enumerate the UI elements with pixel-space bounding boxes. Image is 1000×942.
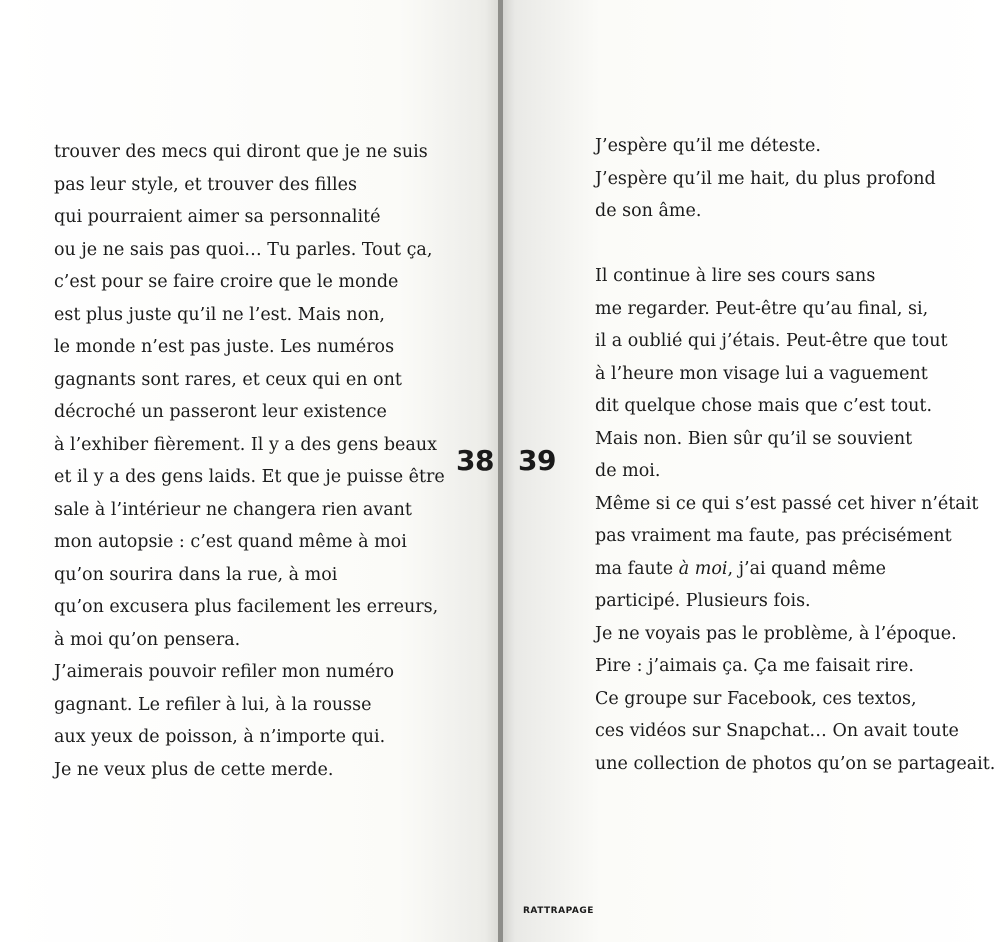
text-line: gagnants sont rares, et ceux qui en ont bbox=[54, 369, 402, 390]
text-line: qui pourraient aimer sa personnalité bbox=[54, 207, 381, 227]
text-line: le monde n’est pas juste. Les numéros bbox=[54, 337, 395, 357]
italic-emphasis: à moi bbox=[678, 558, 728, 579]
text-line: J’espère qu’il me déteste. bbox=[595, 136, 821, 156]
text-line: me regarder. Peut-être qu’au final, si, bbox=[595, 298, 929, 319]
text-line: à moi qu’on pensera. bbox=[54, 629, 241, 650]
text-line: J’aimerais pouvoir refiler mon numéro bbox=[54, 662, 395, 682]
text-line: gagnant. Le refiler à lui, à la rousse bbox=[54, 694, 372, 715]
text-line: de son âme. bbox=[595, 201, 702, 221]
blank-line bbox=[595, 228, 995, 261]
text-line: et il y a des gens laids. Et que je puisse être bbox=[54, 467, 445, 487]
text-line: à l’heure mon visage lui a vaguement bbox=[595, 363, 928, 384]
text-line: J’espère qu’il me hait, du plus profond bbox=[595, 168, 936, 189]
text-line: ces vidéos sur Snapchat… On avait toute bbox=[595, 721, 959, 741]
text-line: qu’on sourira dans la rue, à moi bbox=[54, 564, 338, 585]
text-line: Pire : j’aimais ça. Ça me faisait rire. bbox=[595, 656, 914, 676]
text-line: pas leur style, et trouver des filles bbox=[54, 174, 357, 195]
page-number-right: 39 bbox=[518, 444, 556, 477]
text-line: Je ne veux plus de cette merde. bbox=[54, 759, 334, 780]
text-line: Je ne voyais pas le problème, à l’époque. bbox=[595, 623, 957, 644]
text-line: sale à l’intérieur ne changera rien avant bbox=[54, 499, 412, 520]
text-line: Ce groupe sur Facebook, ces textos, bbox=[595, 688, 917, 709]
text-line: une collection de photos qu’on se partageait. bbox=[595, 753, 996, 774]
text-line: trouver des mecs qui diront que je ne suis bbox=[54, 142, 428, 162]
running-footer: RATTRAPAGE bbox=[523, 906, 594, 916]
text-line: à l’exhiber fièrement. Il y a des gens beaux bbox=[54, 434, 437, 455]
page-number-left: 38 bbox=[456, 444, 494, 477]
right-page-text bbox=[595, 130, 995, 780]
text-line: participé. Plusieurs fois. bbox=[595, 591, 811, 611]
text-line: Même si ce qui s’est passé cet hiver n’était bbox=[595, 493, 979, 514]
text-segment: , j’ai quand même bbox=[727, 558, 887, 579]
left-page-text bbox=[54, 136, 445, 786]
text-line: dit quelque chose mais que c’est tout. bbox=[595, 396, 933, 416]
text-line: de moi. bbox=[595, 461, 661, 481]
text-line: aux yeux de poisson, à n’importe qui. bbox=[54, 727, 386, 747]
text-line: est plus juste qu’il ne l’est. Mais non, bbox=[54, 304, 385, 325]
book-gutter bbox=[498, 0, 503, 942]
text-line: ou je ne sais pas quoi… Tu parles. Tout ça, bbox=[54, 239, 433, 260]
text-line: décroché un passeront leur existence bbox=[54, 402, 387, 422]
text-line: mon autopsie : c’est quand même à moi bbox=[54, 532, 407, 552]
text-line: c’est pour se faire croire que le monde bbox=[54, 272, 399, 292]
text-line: Il continue à lire ses cours sans bbox=[595, 266, 876, 286]
text-segment: ma faute bbox=[595, 558, 679, 579]
text-line: Mais non. Bien sûr qu’il se souvient bbox=[595, 428, 913, 449]
text-line-with-italic bbox=[595, 553, 995, 586]
text-line: il a oublié qui j’étais. Peut-être que tout bbox=[595, 331, 948, 351]
text-line: pas vraiment ma faute, pas précisément bbox=[595, 526, 952, 546]
text-line: qu’on excusera plus facilement les erreurs, bbox=[54, 597, 439, 617]
